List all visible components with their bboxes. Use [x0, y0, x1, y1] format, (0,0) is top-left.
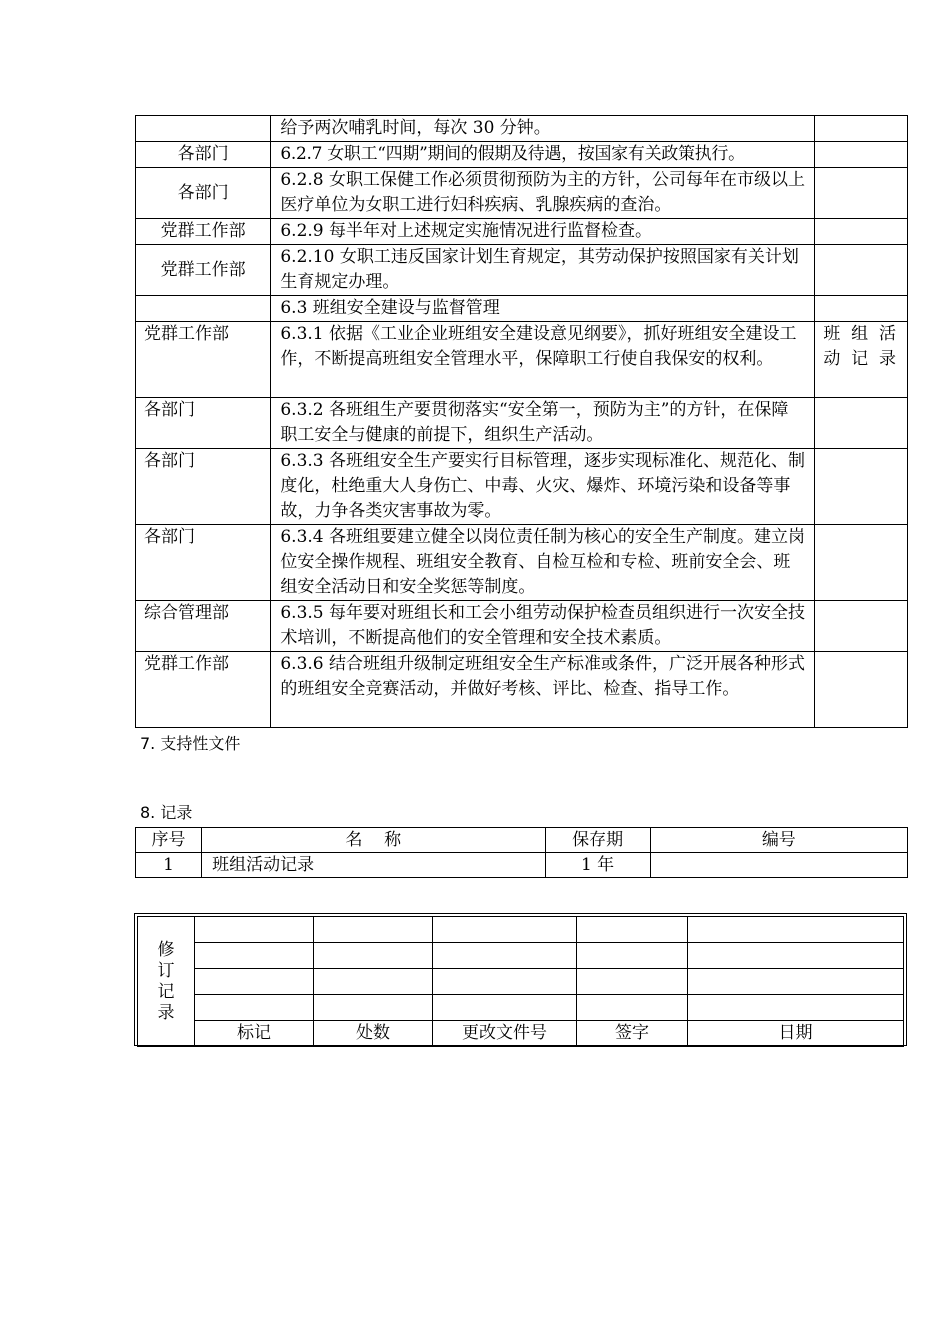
content-cell: 6.3.1 依据《工业企业班组安全建设意见纲要》，抓好班组安全建设工作，不断提高班组安全管理水平，保障职工行使自我保安的权利。	[271, 322, 815, 398]
table-row	[138, 969, 904, 995]
blank-cell	[577, 917, 688, 943]
header-count: 处数	[314, 1021, 433, 1047]
content-cell: 6.2.9 每半年对上述规定实施情况进行监督检查。	[271, 219, 815, 245]
blank-cell	[195, 969, 314, 995]
table-row	[136, 116, 908, 142]
content-cell: 6.3.3 各班组安全生产要实行目标管理，逐步实现标准化、规范化、制度化，杜绝重大人身伤亡、中毒、火灾、爆炸、环境污染和设备等事故，力争各类灾害事故为零。	[271, 449, 815, 525]
dept-cell	[136, 116, 271, 142]
blank-cell	[195, 917, 314, 943]
record-cell	[815, 398, 908, 449]
header-retention: 保存期	[545, 828, 650, 853]
blank-cell	[314, 943, 433, 969]
revision-table	[137, 916, 904, 1047]
record-cell	[815, 449, 908, 525]
header-name: 名 称	[202, 828, 545, 853]
main-table	[135, 115, 908, 728]
dept-cell: 各部门	[136, 168, 271, 219]
dept-cell: 综合管理部	[136, 601, 271, 652]
blank-cell	[195, 995, 314, 1021]
row-code	[650, 853, 907, 878]
record-cell	[815, 245, 908, 296]
dept-cell: 各部门	[136, 525, 271, 601]
blank-cell	[314, 969, 433, 995]
table-header-row	[138, 1021, 904, 1047]
table-row	[138, 917, 904, 943]
blank-cell	[688, 917, 904, 943]
blank-cell	[195, 943, 314, 969]
blank-cell	[577, 969, 688, 995]
row-name: 班组活动记录	[202, 853, 545, 878]
blank-cell	[314, 995, 433, 1021]
revision-label-cell	[138, 917, 195, 1047]
blank-cell	[688, 943, 904, 969]
record-name: 班组活动记录	[823, 324, 899, 369]
blank-cell	[433, 943, 577, 969]
dept-cell: 各部门	[136, 142, 271, 168]
record-cell	[815, 322, 908, 398]
record-cell	[815, 296, 908, 322]
header-no: 序号	[136, 828, 202, 853]
record-cell	[815, 219, 908, 245]
section-8-heading: 8. 记录	[140, 803, 193, 822]
row-no: 1	[136, 853, 202, 878]
dept-cell: 党群工作部	[136, 322, 271, 398]
blank-cell	[433, 969, 577, 995]
section-7-heading: 7. 支持性文件	[140, 734, 241, 753]
revision-label: 修订记录	[157, 939, 175, 1023]
table-row	[136, 525, 908, 601]
blank-cell	[314, 917, 433, 943]
record-cell	[815, 525, 908, 601]
content-cell: 6.2.10 女职工违反国家计划生育规定，其劳动保护按照国家有关计划生育规定办理。	[271, 245, 815, 296]
header-mark: 标记	[195, 1021, 314, 1047]
content-cell: 6.3.5 每年要对班组长和工会小组劳动保护检查员组织进行一次安全技术培训，不断提高他们的安全管理和安全技术素质。	[271, 601, 815, 652]
table-row	[136, 652, 908, 728]
header-signature: 签字	[577, 1021, 688, 1047]
content-cell: 6.3.6 结合班组升级制定班组安全生产标准或条件，广泛开展各种形式的班组安全竞赛活动，并做好考核、评比、检查、指导工作。	[271, 652, 815, 728]
record-cell	[815, 116, 908, 142]
blank-cell	[688, 969, 904, 995]
table-row	[136, 449, 908, 525]
table-row	[138, 995, 904, 1021]
row-retention: 1 年	[545, 853, 650, 878]
table-row	[136, 322, 908, 398]
record-cell	[815, 142, 908, 168]
dept-cell: 党群工作部	[136, 219, 271, 245]
table-row	[136, 168, 908, 219]
table-row	[136, 219, 908, 245]
dept-cell: 党群工作部	[136, 245, 271, 296]
blank-cell	[577, 943, 688, 969]
blank-cell	[688, 995, 904, 1021]
record-cell	[815, 168, 908, 219]
table-row	[138, 943, 904, 969]
content-cell: 6.2.7 女职工“四期”期间的假期及待遇，按国家有关政策执行。	[271, 142, 815, 168]
dept-cell: 各部门	[136, 398, 271, 449]
content-cell: 6.2.8 女职工保健工作必须贯彻预防为主的方针，公司每年在市级以上医疗单位为女职工进行妇科疾病、乳腺疾病的查治。	[271, 168, 815, 219]
table-row	[136, 296, 908, 322]
blank-cell	[433, 917, 577, 943]
table-header-row	[136, 828, 908, 853]
section-heading-cell: 6.3 班组安全建设与监督管理	[271, 296, 815, 322]
record-cell	[815, 601, 908, 652]
table-row	[136, 245, 908, 296]
records-table	[135, 827, 908, 878]
revision-record-block	[134, 913, 907, 1046]
record-cell	[815, 652, 908, 728]
dept-cell: 党群工作部	[136, 652, 271, 728]
content-cell: 给予两次哺乳时间，每次 30 分钟。	[271, 116, 815, 142]
table-row	[136, 142, 908, 168]
dept-cell: 各部门	[136, 449, 271, 525]
table-row	[136, 601, 908, 652]
blank-cell	[433, 995, 577, 1021]
dept-cell	[136, 296, 271, 322]
content-cell: 6.3.2 各班组生产要贯彻落实“安全第一，预防为主”的方针，在保障职工安全与健康的前提下，组织生产活动。	[271, 398, 815, 449]
header-date: 日期	[688, 1021, 904, 1047]
table-row	[136, 853, 908, 878]
header-change-doc-no: 更改文件号	[433, 1021, 577, 1047]
header-code: 编号	[650, 828, 907, 853]
table-row	[136, 398, 908, 449]
blank-cell	[577, 995, 688, 1021]
content-cell: 6.3.4 各班组要建立健全以岗位责任制为核心的安全生产制度。建立岗位安全操作规程、班组安全教育、自检互检和专检、班前安全会、班组安全活动日和安全奖惩等制度。	[271, 525, 815, 601]
